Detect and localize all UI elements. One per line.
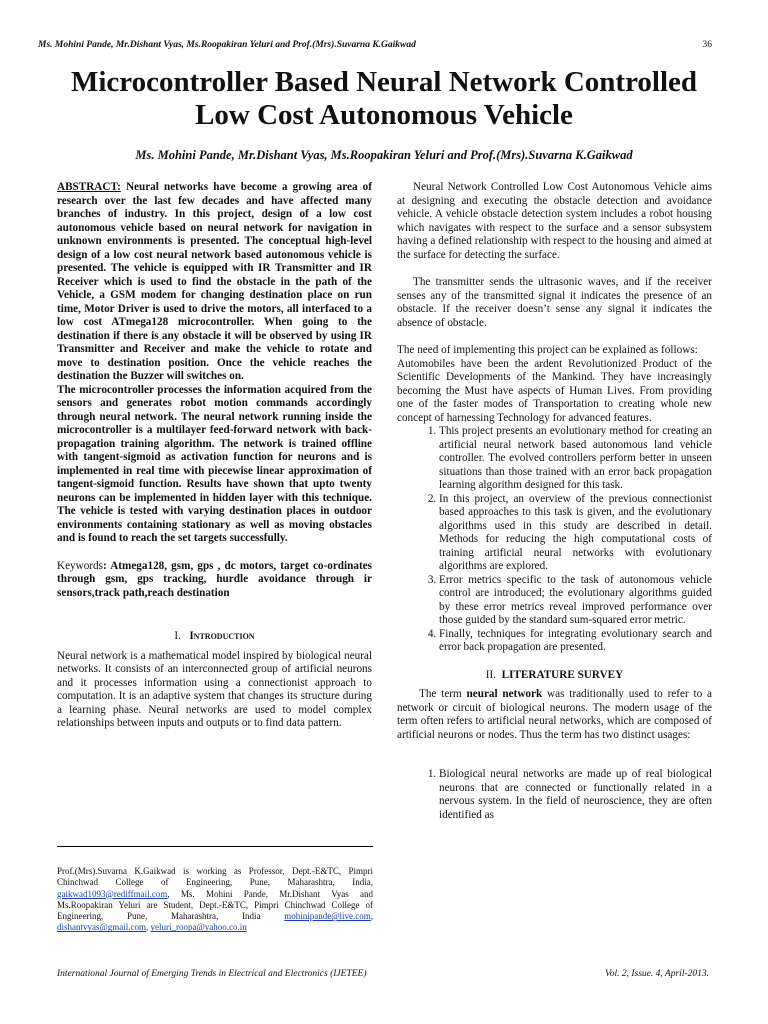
footnote-text-1: Prof.(Mrs).Suvarna K.Gaikwad is working as Professor, Dept.-E&TC, Pimpri Chinchwad College of Engineering, Pune, Maharashtra, India, — [57, 866, 373, 888]
author-line: Ms. Mohini Pande, Mr.Dishant Vyas, Ms.Roopakiran Yeluri and Prof.(Mrs).Suvarna K.Gaikwad — [135, 148, 633, 162]
footnote-text-2: , Ms. Mohini Pande, Mr.Dishant Vyas and Ms.Roopakiran Yeluri are Student, Dept.-E&TC, Pimpri Chinchwad College of Engineering, Pune, Maharashtra, India — [57, 888, 373, 922]
list-item: 2. In this project, an overview of the previous connectionist based approaches to this task is given, and the evolutionary algorithms used in this study are described in detail. Methods for reducing the high computational costs of training artificial neural networks with evolutionary algorithms are explored. — [439, 493, 712, 574]
author-footnote — [57, 866, 373, 934]
list-item: 1. This project presents an evolutionary method for creating an artificial neural network based autonomous land vehicle controller. The evolved controllers perform better in unseen situations than those trained with an error back propagation learning algorithm designed for this task. — [439, 425, 712, 493]
email-link-2[interactable]: mohinipande@live.com — [284, 911, 371, 922]
usage-list — [397, 768, 712, 822]
email-link-4[interactable]: yeluri_roopa@yahoo.co.in — [150, 922, 247, 933]
list-item: 1. Biological neural networks are made up of real biological neurons that are connected or functionally related in a nervous system. In the field of neuroscience, they are often identified as — [439, 768, 712, 822]
automobiles-paragraph: Automobiles have been the ardent Revolutionized Product of the Scientific Developments of the Mankind. They have increasingly becoming the Must have aspects of Human Lives. From providing one of the faster modes of Transportation to creating whole new concept of harnessing Technology for advanced features. — [397, 357, 712, 424]
page-number: 36 — [702, 40, 712, 50]
journal-name: International Journal of Emerging Trends in Electrical and Electronics (IJETEE) — [57, 969, 367, 979]
keywords-paragraph — [57, 560, 372, 601]
literature-paragraph — [397, 688, 712, 742]
running-head — [38, 40, 712, 50]
section2-title: LITERATURE SURVEY — [501, 668, 624, 681]
section1-title: Introduction — [189, 630, 255, 642]
footnote-text-4: , — [146, 922, 151, 933]
overview-paragraph: Neural Network Controlled Low Cost Autonomous Vehicle aims at designing and executing the obstacle detection and avoidance vehicle. A vehicle obstacle detection system includes a robot housing which navigates with respect to the surface and a sensor subsystem having a defined relationship with respect to the housing and aimed at the surface for detecting the surface. — [397, 181, 712, 261]
running-head-authors: Ms. Mohini Pande, Mr.Dishant Vyas, Ms.Roopakiran Yeluri and Prof.(Mrs).Suvarna K.Gaikwad — [38, 40, 416, 50]
literature-text-a: The term — [419, 688, 467, 700]
section-heading-literature — [397, 669, 712, 683]
list-item: 3. Error metrics specific to the task of autonomous vehicle control are introduced; the evolutionary algorithms guided by these error metrics reveal improved performance over those guided by the standard sum-squared error metric. — [439, 574, 712, 628]
introduction-text: Neural network is a mathematical model inspired by biological neural networks. It consists of an interconnected group of artificial neurons and it processes information using a connectionist approach to computation. It is an adaptive system that changes its structure during a learning phase. Neural networks are used to model complex relationships between inputs and outputs or to find data pattern. — [57, 649, 372, 729]
section1-number: I. — [174, 630, 181, 642]
keywords-text: : Atmega128, gsm, gps , dc motors, target co-ordinates through gsm, gps tracking, hurdle avoidance through ir sensors,track path,reach destination — [57, 559, 372, 599]
need-paragraph: The need of implementing this project can be explained as follows: — [397, 344, 698, 356]
transmitter-paragraph: The transmitter sends the ultrasonic waves, and if the receiver senses any of the transmitted signal it indicates the presence of an obstacle. If the receiver doesn’t sense any signal it indicates the absence of obstacle. — [397, 276, 712, 329]
literature-term: neural network — [466, 688, 543, 700]
list-item: 4. Finally, techniques for integrating evolutionary search and error back propagation are presented. — [439, 628, 712, 655]
email-link-3[interactable]: dishantvyas@gmail.com — [57, 922, 147, 933]
section-heading-introduction — [57, 630, 372, 644]
literature-text-c: was traditionally used to refer to a network or circuit of biological neurons. The modern usage of the term often refers to artificial neural networks, which are composed of artificial neurons or nodes. Thus the term has two distinct usages: — [397, 688, 712, 741]
keywords-label: Keywords — [57, 559, 103, 572]
abstract-text-1: Neural networks have become a growing area of research over the last few decades and have affected many branches of industry. In this project, design of a low cost autonomous vehicle based on neural network for navigation in unknown environments is presented. The conceptual high-level design of a low cost neural network based autonomous vehicle is presented. The vehicle is equipped with IR Transmitter and IR Receiver which is used to find the obstacle in the path of the Vehicle, a GSM modem for changing destination place on run time, Motor Driver is used to drive the motors, all interfaced to a low cost ATmega128 microcontroller. When going to the destination if there is any obstacle it will be observed by using IR Transmitter and Receiver and make the vehicle to rotate and move to destination position. Once the vehicle reaches the destination the Buzzer will switches on. — [57, 181, 372, 382]
abstract-paragraph-2: The microcontroller processes the information acquired from the sensors and generates robot motion commands accordingly through neural network. The neural network running inside the microcontroller is a multilayer feed-forward network with back-propagation training algorithm. The network is trained offline with tangent-sigmoid as activation function for neurons and is implemented in real time with piecewise linear approximation of tangent-sigmoid function. Results have shown that upto twenty neurons can be implemented in hidden layer with this technique. The vehicle is tested with varying destination places in outdoor environments containing stationary as well as moving obstacles and is found to reach the set targets successfully. — [57, 383, 372, 544]
footnote-text-3: , — [370, 911, 373, 922]
journal-volume: Vol. 2, Issue. 4, April-2013. — [604, 969, 709, 979]
section2-number: II. — [485, 668, 497, 681]
left-column — [57, 181, 372, 731]
footnote-rule — [57, 846, 373, 847]
right-column — [397, 181, 712, 822]
abstract-label: ABSTRACT: — [57, 181, 121, 193]
email-link-1[interactable]: gaikwad1093@rediffmail.com — [57, 888, 168, 899]
project-list — [397, 425, 712, 655]
journal-footer — [57, 969, 709, 979]
paper-title: Microcontroller Based Neural Network Controlled Low Cost Autonomous Vehicle — [70, 66, 698, 131]
abstract-paragraph-1 — [57, 181, 372, 384]
